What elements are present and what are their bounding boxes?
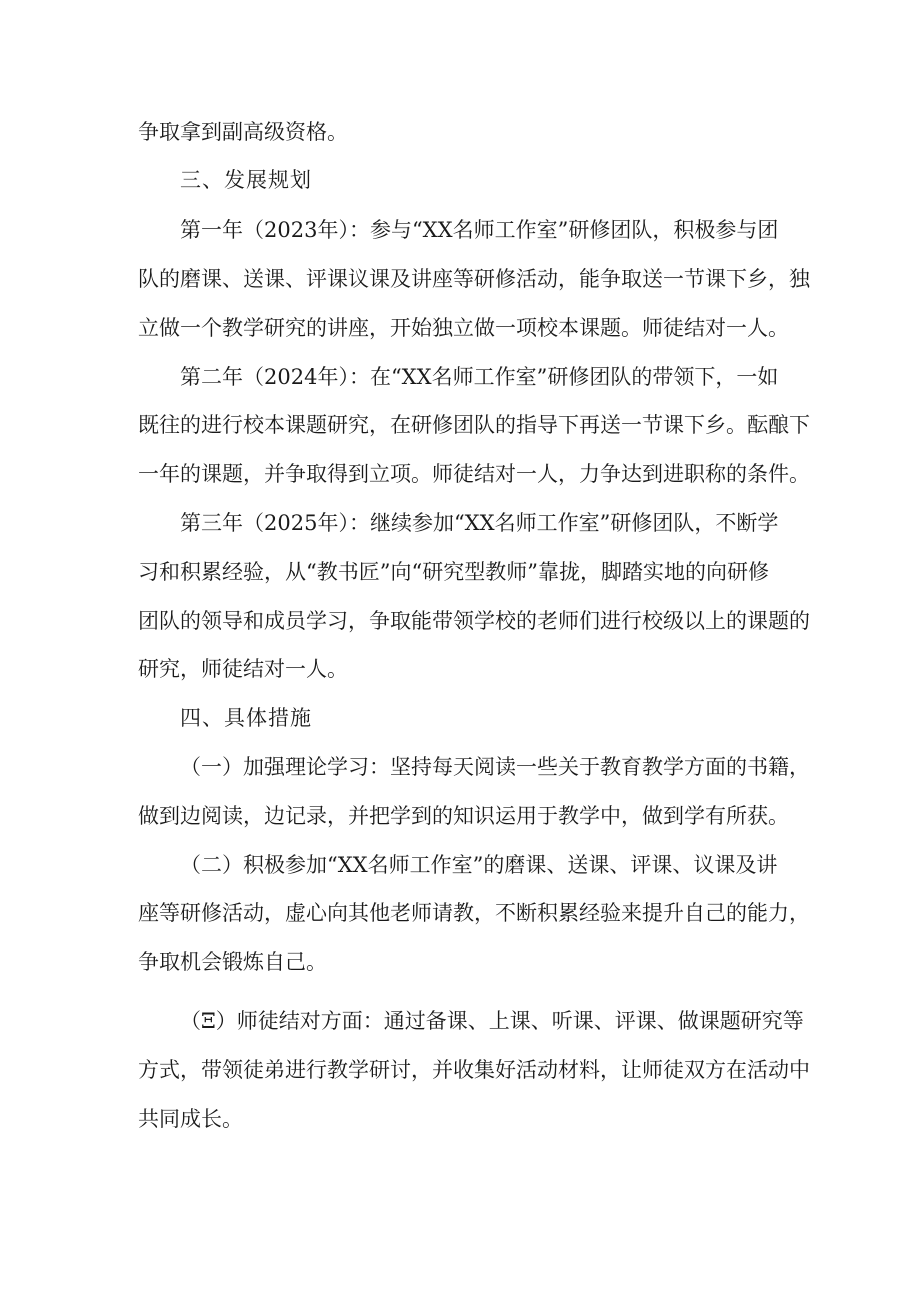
paragraph-line: 习和积累经验，从“教书匠”向“研究型教师”靠拢，脚踏实地的向研修 (138, 560, 769, 584)
paragraph-line: 一年的课题，并争取得到立项。师徒结对一人，力争达到进职称的条件。 (138, 462, 810, 486)
paragraph-line: （二）积极参加“XX名师工作室”的磨课、送课、评课、议课及讲 (180, 853, 778, 877)
paragraph-line: 第一年（2023年）：参与“XX名师工作室”研修团队，积极参与团 (180, 218, 779, 242)
paragraph-line: 研究，师徒结对一人。 (138, 657, 348, 681)
paragraph-line: （Ξ）师徒结对方面：通过备课、上课、听课、评课、做课题研究等 (180, 1009, 804, 1033)
paragraph-line: 争取机会锻炼自己。 (138, 950, 327, 974)
paragraph-line: 第二年（2024年）：在“XX名师工作室”研修团队的带领下，一如 (180, 365, 779, 389)
paragraph-line: 方式，带领徒弟进行教学研讨，并收集好活动材料，让师徒双方在活动中 (138, 1058, 810, 1082)
paragraph-line: 做到边阅读，边记录，并把学到的知识运用于教学中，做到学有所获。 (138, 804, 789, 828)
paragraph-line: 共同成长。 (138, 1107, 243, 1131)
section-heading-measures: 四、具体措施 (180, 706, 312, 730)
paragraph-line: （一）加强理论学习：坚持每天阅读一些关于教育教学方面的书籍， (180, 755, 810, 779)
section-heading-plan: 三、发展规划 (180, 168, 312, 192)
paragraph-line: 争取拿到副高级资格。 (138, 120, 348, 144)
paragraph-line: 第三年（2025年）：继续参加“XX名师工作室”研修团队，不断学 (180, 511, 779, 535)
paragraph-line: 既往的进行校本课题研究，在研修团队的指导下再送一节课下乡。酝酿下 (138, 413, 810, 437)
paragraph-line: 队的磨课、送课、评课议课及讲座等研修活动，能争取送一节课下乡，独 (138, 267, 810, 291)
paragraph-line: 团队的领导和成员学习，争取能带领学校的老师们进行校级以上的课题的 (138, 609, 810, 633)
paragraph-line: 立做一个教学研究的讲座，开始独立做一项校本课题。师徒结对一人。 (138, 316, 789, 340)
paragraph-line: 座等研修活动，虚心向其他老师请教，不断积累经验来提升自己的能力， (138, 901, 810, 925)
